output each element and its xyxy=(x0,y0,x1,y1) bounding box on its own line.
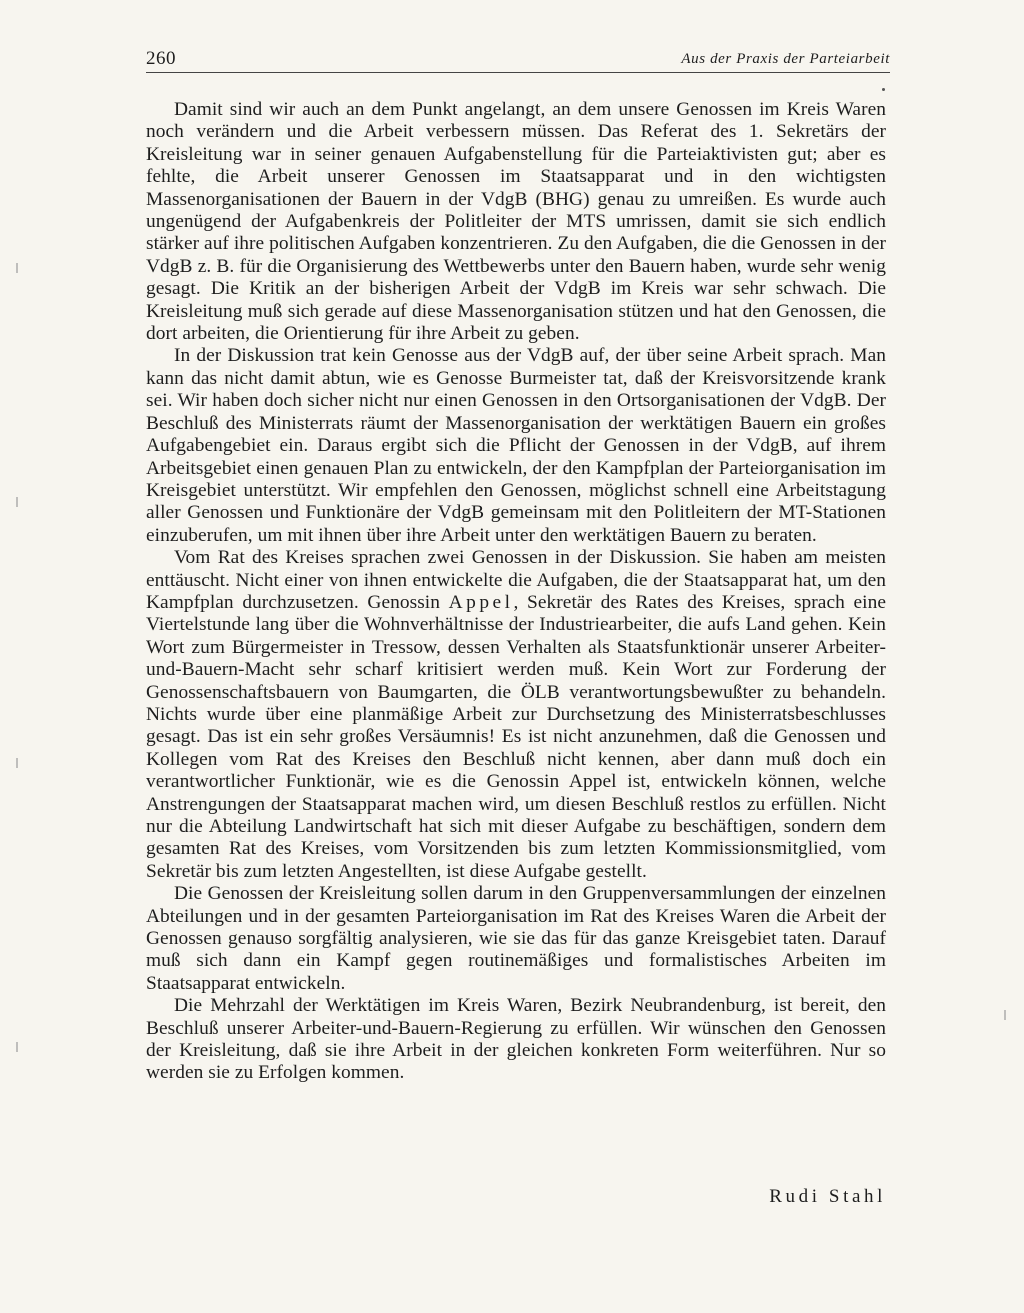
paragraph-2: In der Diskussion trat kein Genosse aus der VdgB auf, der über seine Arbeit sprach. Man kann das nicht damit abtun, wie es Genosse Burmeister tat, daß der Kreisvorsitzende krank sei. Wir haben doch sicher nicht nur einen Genossen in den Ortsorganisationen der VdgB. Der Beschluß des Ministerrats räumt der Massenorganisation der werktätigen Bauern ein großes Aufgabengebiet ein. Daraus ergibt sich die Pflicht der Genossen in der VdgB, auf ihrem Arbeitsgebiet einen genauen Plan zu entwickeln, der den Kampfplan der Parteiorganisation im Kreisgebiet unterstützt. Wir empfehlen den Genossen, möglichst schnell eine Arbeitstagung aller Genossen und Funktionäre der VdgB gemeinsam mit den Politleitern der MT-Stationen einzuberufen, um mit ihnen über ihre Arbeit unter den werktätigen Bauern zu beraten. xyxy=(146,345,886,546)
paragraph-3-part-2: , Sekretär des Rates des Kreises, sprach eine Viertelstunde lang über die Wohnverhältnisse der Industriearbeiter, die aufs Land gehen. Kein Wort zum Bürgermeister in Tressow, dessen Verhalten als Staatsfunktionär unserer Arbeiter-und-Bauern-Macht sehr scharf kritisiert werden muß. Kein Wort zur Forderung der Genossenschaftsbauern von Baumgarten, die ÖLB verantwortungsbewußter zu behandeln. Nichts wurde über eine planmäßige Arbeit zur Durchsetzung des Ministerratsbeschlusses gesagt. Das ist ein sehr großes Versäumnis! Es ist nicht anzunehmen, daß die Genossen und Kollegen vom Rat des Kreises den Beschluß nicht kennen, aber dann muß doch ein verantwortlicher Funktionär, wie es die Genossin Appel ist, entwickeln können, welche Anstrengungen der Staatsapparat machen wird, um diesen Beschluß restlos zu erfüllen. Nicht nur die Abteilung Landwirtschaft hat sich mit dieser Aufgabe zu beschäftigen, sondern dem gesamten Rat des Kreises, vom Vorsitzenden bis zum letzten Kommissionsmitglied, vom Sekretär bis zum letzten Angestellten, ist diese Aufgabe gestellt. xyxy=(146,591,886,882)
article-body xyxy=(146,99,886,1085)
margin-speck xyxy=(16,497,18,507)
page-header xyxy=(146,48,890,74)
margin-speck xyxy=(16,263,18,273)
paragraph-1: Damit sind wir auch an dem Punkt angelangt, an dem unsere Genossen im Kreis Waren noch verändern und die Arbeit verbessern müssen. Das Referat des 1. Sekretärs der Kreisleitung war in seiner genauen Aufgabenstellung für die Parteiaktivisten gut; aber es fehlte, die Arbeit unserer Genossen im Staatsapparat und in den wichtigsten Massenorganisationen der Bauern in der VdgB (BHG) genau zu umreißen. Es wurde auch ungenügend der Aufgabenkreis der Politleiter der MTS umrissen, damit sie sich endlich stärker auf ihre politischen Aufgaben konzentrieren. Zu den Aufgaben, die die Genossen in der VdgB z. B. für die Organisierung des Wettbewerbs unter den Bauern haben, wurde sehr wenig gesagt. Die Kritik an der bisherigen Arbeit der VdgB im Kreis war sehr schwach. Die Kreisleitung muß sich gerade auf diese Massenorganisation stützen und hat den Genossen, die dort arbeiten, die Orientierung für ihre Arbeit zu geben. xyxy=(146,99,886,345)
margin-speck xyxy=(1004,1010,1006,1020)
header-rule xyxy=(146,72,890,73)
emphasized-name: Appel xyxy=(448,591,514,613)
print-speck xyxy=(882,88,885,91)
paragraph-3-part-1: Vom Rat des Kreises sprachen zwei Genossen in der Diskussion. Sie haben am meisten enttäuscht. Nicht einer von ihnen entwickelte die Aufgaben, die der Staatsapparat hat, um den Kampfplan durchzusetzen. Genossin xyxy=(146,547,886,613)
margin-speck xyxy=(16,758,18,768)
running-title: Aus der Praxis der Parteiarbeit xyxy=(681,51,890,67)
paragraph-5: Die Mehrzahl der Werktätigen im Kreis Waren, Bezirk Neubrandenburg, ist bereit, den Beschluß unserer Arbeiter-und-Bauern-Regierung zu erfüllen. Wir wünschen den Genossen der Kreisleitung, daß sie ihre Arbeit in der gleichen konkreten Form weiterführen. Nur so werden sie zu Erfolgen kommen. xyxy=(146,995,886,1084)
paragraph-3 xyxy=(146,547,886,883)
page-number: 260 xyxy=(146,48,176,69)
margin-speck xyxy=(16,1042,18,1052)
author-signature: Rudi Stahl xyxy=(769,1186,886,1207)
paragraph-4: Die Genossen der Kreisleitung sollen darum in den Gruppenversammlungen der einzelnen Abteilungen und in der gesamten Parteiorganisation im Rat des Kreises Waren die Arbeit der Genossen genauso sorgfältig analysieren, wie sie das für das ganze Kreisgebiet taten. Darauf muß sich dann ein Kampf gegen routinemäßiges und formalistisches Arbeiten im Staatsapparat entwickeln. xyxy=(146,883,886,994)
